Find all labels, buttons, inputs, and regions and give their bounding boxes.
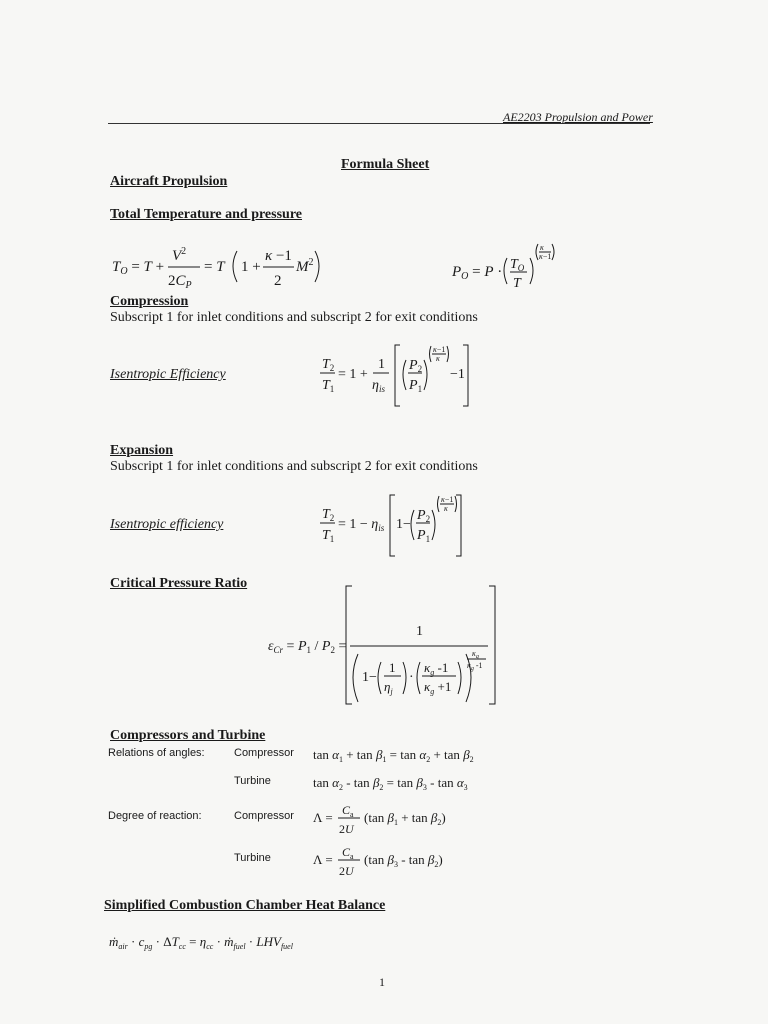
svg-text:Λ =: Λ =	[313, 810, 333, 825]
turbine-angle-relation	[312, 771, 502, 793]
svg-text:2U: 2U	[339, 864, 354, 878]
svg-text:κg -1: $\kappa_g$ -1	[424, 660, 449, 677]
svg-text:TO: $T_O$	[510, 257, 525, 273]
svg-text:Ca: $C_a$	[342, 803, 354, 819]
svg-text:1: 1	[389, 660, 396, 675]
page-number: 1	[379, 975, 385, 989]
reaction-compressor-label: Compressor	[234, 810, 294, 822]
compressor-reaction-formula	[312, 800, 462, 840]
heading-expansion: Expansion	[110, 443, 174, 458]
svg-text:−1: −1	[450, 367, 465, 382]
heading-compressors-and-turbine: Compressors and Turbine	[110, 728, 266, 743]
svg-text:κg +1: $\kappa_g +1$	[424, 679, 452, 696]
expansion-efficiency-formula	[318, 492, 468, 558]
svg-text:κ: κ	[436, 354, 440, 363]
relations-of-angles-label: Relations of angles:	[108, 747, 205, 759]
compression-note: Subscript 1 for inlet conditions and subscript 2 for exit conditions	[110, 310, 478, 325]
turbine-reaction-formula	[312, 842, 462, 882]
total-temperature-formula	[110, 238, 320, 294]
svg-text:κg: $\kappa_g$	[472, 649, 479, 660]
svg-text:T1: $T_1$	[322, 528, 335, 544]
svg-text:1−: 1−	[362, 670, 377, 685]
svg-text:= 1 − ηis: = $1 - \eta_{is}$	[338, 517, 385, 533]
heading-combustion-heat-balance: Simplified Combustion Chamber Heat Balance	[104, 898, 386, 913]
svg-text:Ca: $C_a$	[342, 845, 354, 861]
svg-text:(tan β1 + tan β2): (tan $\beta_1 + \tan \beta_2$)	[364, 810, 446, 827]
heading-compression: Compression	[110, 294, 189, 309]
svg-text:P1: $P_1$	[417, 528, 431, 544]
svg-text:ηis: $\eta_{is}$	[372, 378, 385, 394]
svg-text:2U: 2U	[339, 822, 354, 836]
compression-efficiency-label: Isentropic Efficiency	[110, 367, 226, 382]
svg-text:= 1 +: = 1 +	[338, 367, 368, 382]
combustion-heat-balance-formula	[108, 928, 308, 956]
svg-text:κ: κ	[444, 504, 448, 513]
svg-text:T1: $T_1$	[322, 378, 335, 394]
course-header: AE2203 Propulsion and Power	[503, 110, 653, 124]
angles-compressor-label: Compressor	[234, 747, 294, 759]
expansion-efficiency-label: Isentropic efficiency	[110, 517, 224, 532]
svg-text:κ−1: κ−1	[441, 495, 454, 504]
svg-text:κ: κ	[540, 243, 544, 252]
svg-text:(tan β3 - tan β2): (tan $\beta_3$ - $\tan \beta_2$)	[364, 852, 443, 869]
svg-text:M2: $M^2$	[296, 257, 314, 275]
svg-text:P2: $P_2$	[417, 508, 431, 524]
angles-turbine-label: Turbine	[234, 775, 271, 787]
critical-pressure-ratio-formula	[266, 584, 506, 708]
page-title: Formula Sheet	[341, 157, 430, 172]
svg-text:TO = T +: $T_O = T$ +	[112, 259, 165, 277]
heading-aircraft-propulsion: Aircraft Propulsion	[110, 174, 228, 189]
heading-critical-pressure-ratio: Critical Pressure Ratio	[110, 576, 248, 591]
svg-text:κg -1: $\kappa_g$ -1	[467, 661, 483, 672]
svg-text:tan α1 + tan β1 = tan α2 + tan: $\tan \alpha_1 + \tan \beta_1 = \tan \alpha_2 + \tan \beta_2$	[313, 747, 474, 764]
degree-of-reaction-label: Degree of reaction:	[108, 810, 202, 822]
svg-text:P1: $P_1$	[409, 378, 423, 394]
svg-text:2: 2	[274, 273, 282, 289]
svg-text:Λ =: Λ =	[313, 852, 333, 867]
svg-text:P2: $P_2$	[409, 358, 423, 374]
expansion-note: Subscript 1 for inlet conditions and subscript 2 for exit conditions	[110, 459, 478, 474]
svg-text:1−: 1−	[396, 517, 411, 532]
svg-text:ηj: $\eta_j$	[384, 679, 393, 696]
svg-text:T: T	[513, 276, 521, 291]
svg-text:·: ·	[409, 670, 414, 685]
svg-text:T2: $T_2$	[322, 507, 335, 523]
svg-text:= T: = T	[204, 259, 225, 275]
svg-text:1: 1	[378, 357, 385, 372]
svg-text:εCr = P1 / P2 =: $\varepsilon_{Cr} = P_1 / P_2$ =	[268, 639, 347, 655]
svg-text:PO = P ·: $P_O = P$ ·	[452, 264, 503, 282]
svg-text:ṁair · cpg · ΔTcc = ηcc · ṁfue: ṁ$_{air}$ · $c_{pg} \cdot \Delta T_{cc} = \eta_{cc}$ · ṁ$_{fuel}$ · $LHV_{fuel}$	[109, 934, 293, 951]
svg-text:T2: $T_2$	[322, 357, 335, 373]
heading-total-temperature: Total Temperature and pressure	[110, 207, 303, 222]
svg-text:κ−1: κ−1	[433, 345, 446, 354]
compression-efficiency-formula	[318, 342, 478, 408]
svg-text:V2: $V^2$	[172, 246, 187, 264]
total-pressure-formula	[450, 238, 560, 294]
compressor-angle-relation	[312, 743, 502, 765]
svg-text:1 +: 1 +	[241, 259, 261, 275]
svg-text:2CP: $2C_P$	[168, 273, 192, 291]
svg-text:tan α2 - tan β2 = tan β3 - tan: $\tan \alpha_2 - \tan \beta_2 = \tan \beta_3 - \tan \alpha_3$	[313, 775, 468, 792]
svg-text:κ −1: κ −1	[265, 248, 292, 264]
svg-text:κ−1: κ−1	[539, 252, 552, 261]
reaction-turbine-label: Turbine	[234, 852, 271, 864]
svg-text:1: 1	[416, 624, 423, 639]
